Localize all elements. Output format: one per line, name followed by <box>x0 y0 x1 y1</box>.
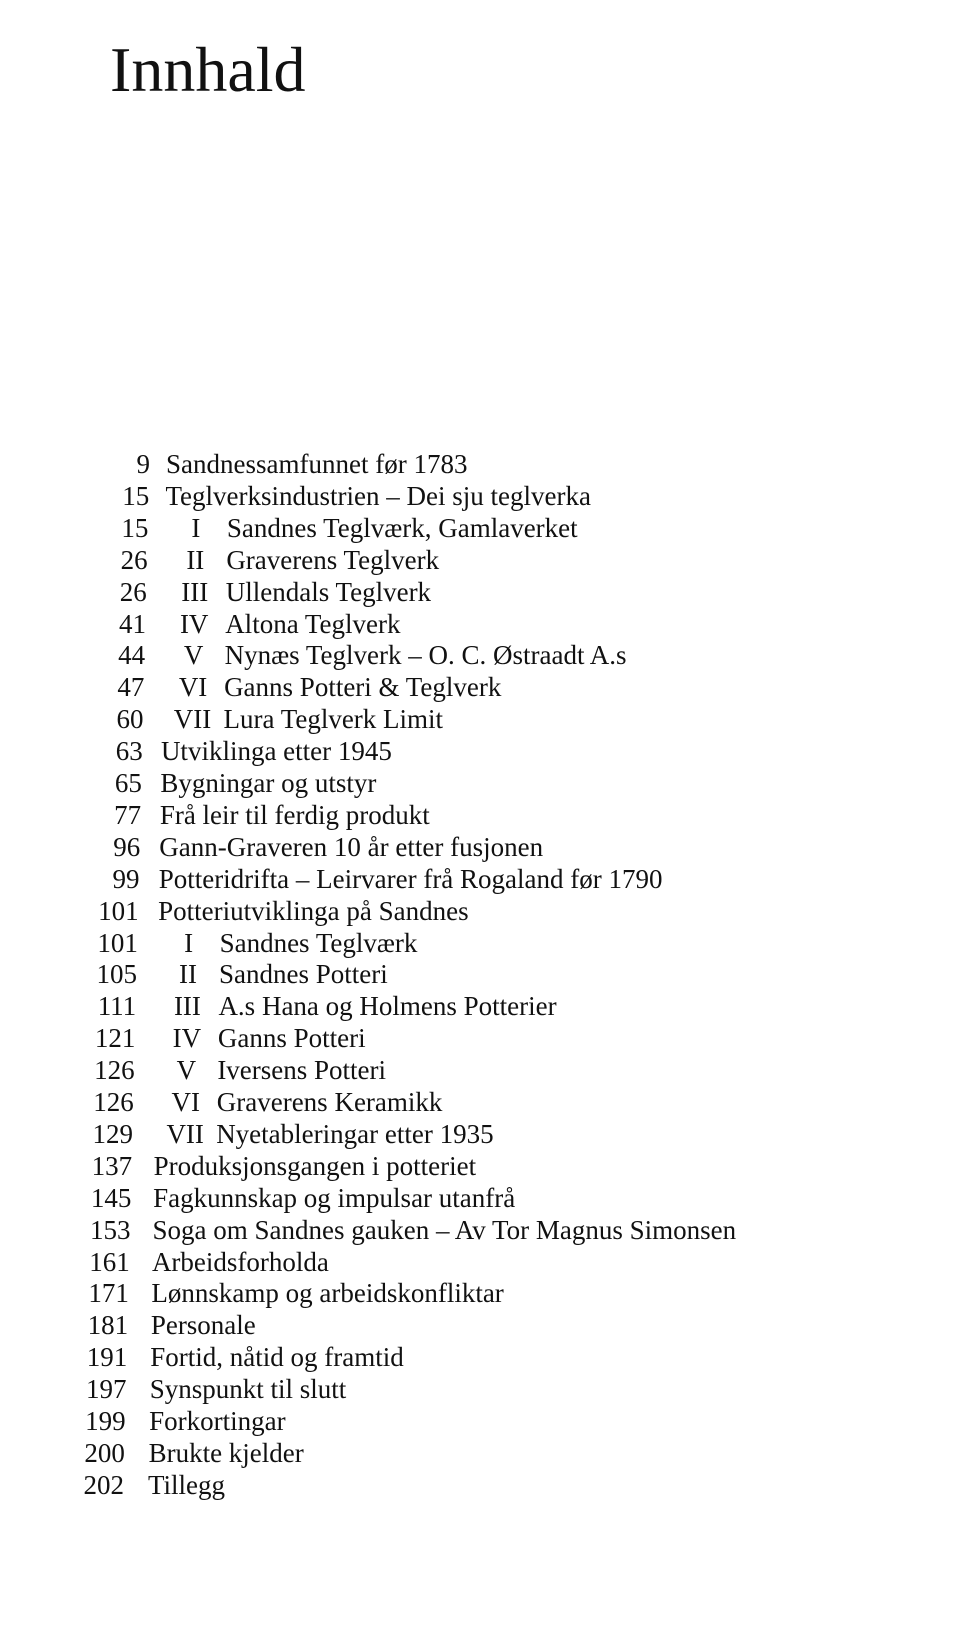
toc-entry <box>0 990 960 1022</box>
toc-entry <box>0 1373 960 1405</box>
toc-page-number: 171 <box>88 1278 129 1309</box>
toc-entry <box>0 671 960 703</box>
toc-entry <box>0 831 960 863</box>
toc-page-number: 111 <box>97 991 137 1022</box>
toc-page-number: 105 <box>96 959 137 990</box>
toc-entry-label: Ganns Potteri <box>217 1023 366 1054</box>
toc-entry-text <box>149 1437 304 1469</box>
toc-entry-text <box>156 1022 366 1054</box>
toc-entry-label: Ganns Potteri & Teglverk <box>224 672 502 703</box>
toc-page-number: 15 <box>122 480 150 511</box>
toc-entry-text <box>164 544 439 576</box>
toc-entry-text <box>165 480 591 512</box>
toc-entry <box>0 767 960 799</box>
toc-entry-label: Sandnes Teglværk <box>219 927 418 958</box>
toc-entry <box>0 927 960 959</box>
toc-entry-label: Graverens Keramikk <box>216 1087 443 1117</box>
toc-entry <box>0 799 960 831</box>
toc-entry-label: Potteriutviklinga på Sandnes <box>158 895 469 926</box>
toc-page-number: 63 <box>115 736 143 767</box>
toc-page-number: 26 <box>119 576 147 607</box>
toc-entry-text <box>159 863 663 895</box>
toc-entry <box>0 895 960 927</box>
toc-entry <box>0 512 960 544</box>
toc-entry-text <box>156 990 556 1022</box>
toc-page-number: 121 <box>94 1023 136 1054</box>
toc-page-number: 200 <box>84 1437 125 1468</box>
toc-entry-label: Lura Teglverk Limit <box>223 704 444 735</box>
toc-entry <box>0 703 960 735</box>
toc-entry <box>0 1214 960 1246</box>
toc-page-number: 129 <box>92 1118 133 1149</box>
toc-entry-label: Potteridrifta – Leirvarer frå Rogaland før 1790 <box>158 863 663 894</box>
toc-entry <box>0 1341 960 1373</box>
toc-page-number: 15 <box>121 512 149 543</box>
toc-entry-label: Graverens Teglverk <box>226 544 440 575</box>
toc-entry <box>0 608 960 640</box>
toc-entry-label: Brukte kjelder <box>148 1437 304 1468</box>
toc-entry <box>0 958 960 990</box>
toc-page-number: 197 <box>85 1374 127 1405</box>
toc-entry-text <box>148 1469 225 1501</box>
page-title: Innhald <box>110 34 306 105</box>
toc-entry-text <box>151 1309 256 1341</box>
toc-roman-numeral: III <box>181 576 209 607</box>
toc-entry-text <box>166 448 467 480</box>
toc-entry-label: Gann-Graveren 10 år etter fusjonen <box>159 831 544 862</box>
toc-entry <box>0 1182 960 1214</box>
toc-entry-text <box>160 799 430 831</box>
toc-entry-label: Altona Teglverk <box>225 608 401 639</box>
toc-roman-numeral: VI <box>178 672 208 703</box>
toc-entry-text <box>158 927 418 959</box>
toc-entry-text <box>163 639 627 671</box>
toc-roman-numeral: I <box>191 512 201 543</box>
toc-page-number: 137 <box>91 1150 133 1181</box>
toc-page-number: 126 <box>93 1087 134 1117</box>
toc-roman-numeral: V <box>183 640 204 671</box>
toc-entry-text <box>153 1214 737 1246</box>
toc-entry-text <box>153 1182 515 1214</box>
toc-entry-text <box>160 767 376 799</box>
toc-entry-text <box>163 608 400 640</box>
toc-page-number: 145 <box>90 1182 132 1213</box>
toc-page-number: 65 <box>114 768 142 798</box>
toc-page-number: 202 <box>83 1469 124 1500</box>
toc-roman-numeral: VII <box>166 1118 204 1149</box>
toc-page-number: 47 <box>117 672 145 703</box>
toc-entry <box>0 1405 960 1437</box>
toc-page-number: 77 <box>114 799 142 830</box>
toc-page-number: 41 <box>118 608 146 639</box>
toc-page-number: 101 <box>97 927 138 958</box>
toc-page-number: 99 <box>112 863 140 894</box>
toc-entry-text <box>164 576 431 608</box>
toc-entry-text <box>155 1054 386 1086</box>
toc-entry-label: Bygningar og utstyr <box>160 768 377 798</box>
toc-entry-label: Sandnes Teglværk, Gamlaverket <box>226 512 578 543</box>
toc-entry-label: Fagkunnskap og impulsar utanfrå <box>153 1182 516 1213</box>
toc-entry <box>0 1246 960 1278</box>
toc-entry-label: Tillegg <box>148 1469 226 1500</box>
toc-entry-text <box>154 1118 493 1150</box>
toc-roman-numeral: II <box>186 544 205 575</box>
toc-entry <box>0 1118 960 1150</box>
toc-page-number: 101 <box>98 895 139 926</box>
toc-entry-label: Nyetableringar etter 1935 <box>216 1118 494 1149</box>
toc-entry-text <box>162 671 501 703</box>
toc-roman-numeral: I <box>184 927 194 958</box>
toc-entry-label: Forkortingar <box>149 1406 286 1436</box>
toc-page-number: 44 <box>118 640 146 671</box>
toc-entry <box>0 1054 960 1086</box>
toc-roman-numeral: VI <box>171 1087 200 1117</box>
toc-entry <box>0 1309 960 1341</box>
toc-page-number: 9 <box>136 449 150 479</box>
toc-entry-label: Ullendals Teglverk <box>225 576 432 607</box>
toc-page-number: 153 <box>90 1214 131 1245</box>
toc-page-number: 199 <box>85 1406 126 1436</box>
toc-entry-label: Lønnskamp og arbeidskonfliktar <box>151 1278 504 1309</box>
toc-entry <box>0 735 960 767</box>
toc-roman-numeral: V <box>176 1055 197 1086</box>
toc-entry-text <box>149 1405 285 1437</box>
toc-entry-label: Sandnessamfunnet før 1783 <box>166 449 468 479</box>
toc-roman-numeral: II <box>179 959 197 990</box>
toc-entry-text <box>158 895 468 927</box>
toc-page-number: 26 <box>120 544 148 575</box>
toc-entry-text <box>150 1373 347 1405</box>
toc-entry-label: Produksjonsgangen i potteriet <box>153 1150 477 1181</box>
toc-entry-label: Iversens Potteri <box>217 1055 387 1086</box>
toc-page-number: 191 <box>86 1342 128 1373</box>
toc-entry-label: Personale <box>150 1310 256 1341</box>
toc-roman-numeral: IV <box>172 1023 202 1054</box>
toc-entry-label: Soga om Sandnes gauken – Av Tor Magnus Simonsen <box>152 1214 737 1245</box>
toc-entry <box>0 1277 960 1309</box>
toc-roman-numeral: IV <box>179 608 209 639</box>
toc-entry <box>0 544 960 576</box>
toc-entry <box>0 480 960 512</box>
toc-entry <box>0 1022 960 1054</box>
toc-entry <box>0 1469 960 1501</box>
toc-entry-label: Arbeidsforholda <box>151 1246 329 1277</box>
toc-roman-numeral: VII <box>173 704 212 735</box>
toc-entry <box>0 863 960 895</box>
toc-entry-text <box>165 512 578 544</box>
toc-entry-text <box>159 831 543 863</box>
toc-entry <box>0 576 960 608</box>
toc-entry <box>0 1086 960 1118</box>
toc-entry-label: Utviklinga etter 1945 <box>160 736 392 767</box>
toc-entry <box>0 448 960 480</box>
toc-entry-label: Fortid, nåtid og framtid <box>150 1342 404 1373</box>
toc-page-number: 60 <box>116 704 144 735</box>
toc-entry-label: Nynæs Teglverk – O. C. Østraadt A.s <box>224 640 627 671</box>
toc-entry <box>0 1437 960 1469</box>
toc-entry-text <box>150 1341 403 1373</box>
toc-page-number: 96 <box>113 831 141 862</box>
toc-entry-label: Sandnes Potteri <box>219 959 388 990</box>
toc-entry-text <box>154 1150 476 1182</box>
toc-entry-text <box>162 703 444 735</box>
toc-page-number: 181 <box>87 1310 129 1341</box>
toc-entry-text <box>151 1277 503 1309</box>
toc-entry-label: A.s Hana og Holmens Potterier <box>218 991 557 1022</box>
toc-page-number: 126 <box>94 1055 135 1086</box>
toc-entry-text <box>152 1246 329 1278</box>
toc-entry <box>0 639 960 671</box>
toc-entry-text <box>157 958 388 990</box>
toc-entry-text <box>155 1086 443 1118</box>
toc-entry <box>0 1150 960 1182</box>
toc-entry-label: Teglverksindustrien – Dei sju teglverka <box>165 480 591 511</box>
toc-entry-text <box>161 735 392 767</box>
toc-roman-numeral: III <box>173 991 201 1022</box>
toc-entry-label: Synspunkt til slutt <box>149 1374 347 1405</box>
toc-page-number: 161 <box>89 1246 130 1277</box>
toc-entry-label: Frå leir til ferdig produkt <box>159 799 430 830</box>
